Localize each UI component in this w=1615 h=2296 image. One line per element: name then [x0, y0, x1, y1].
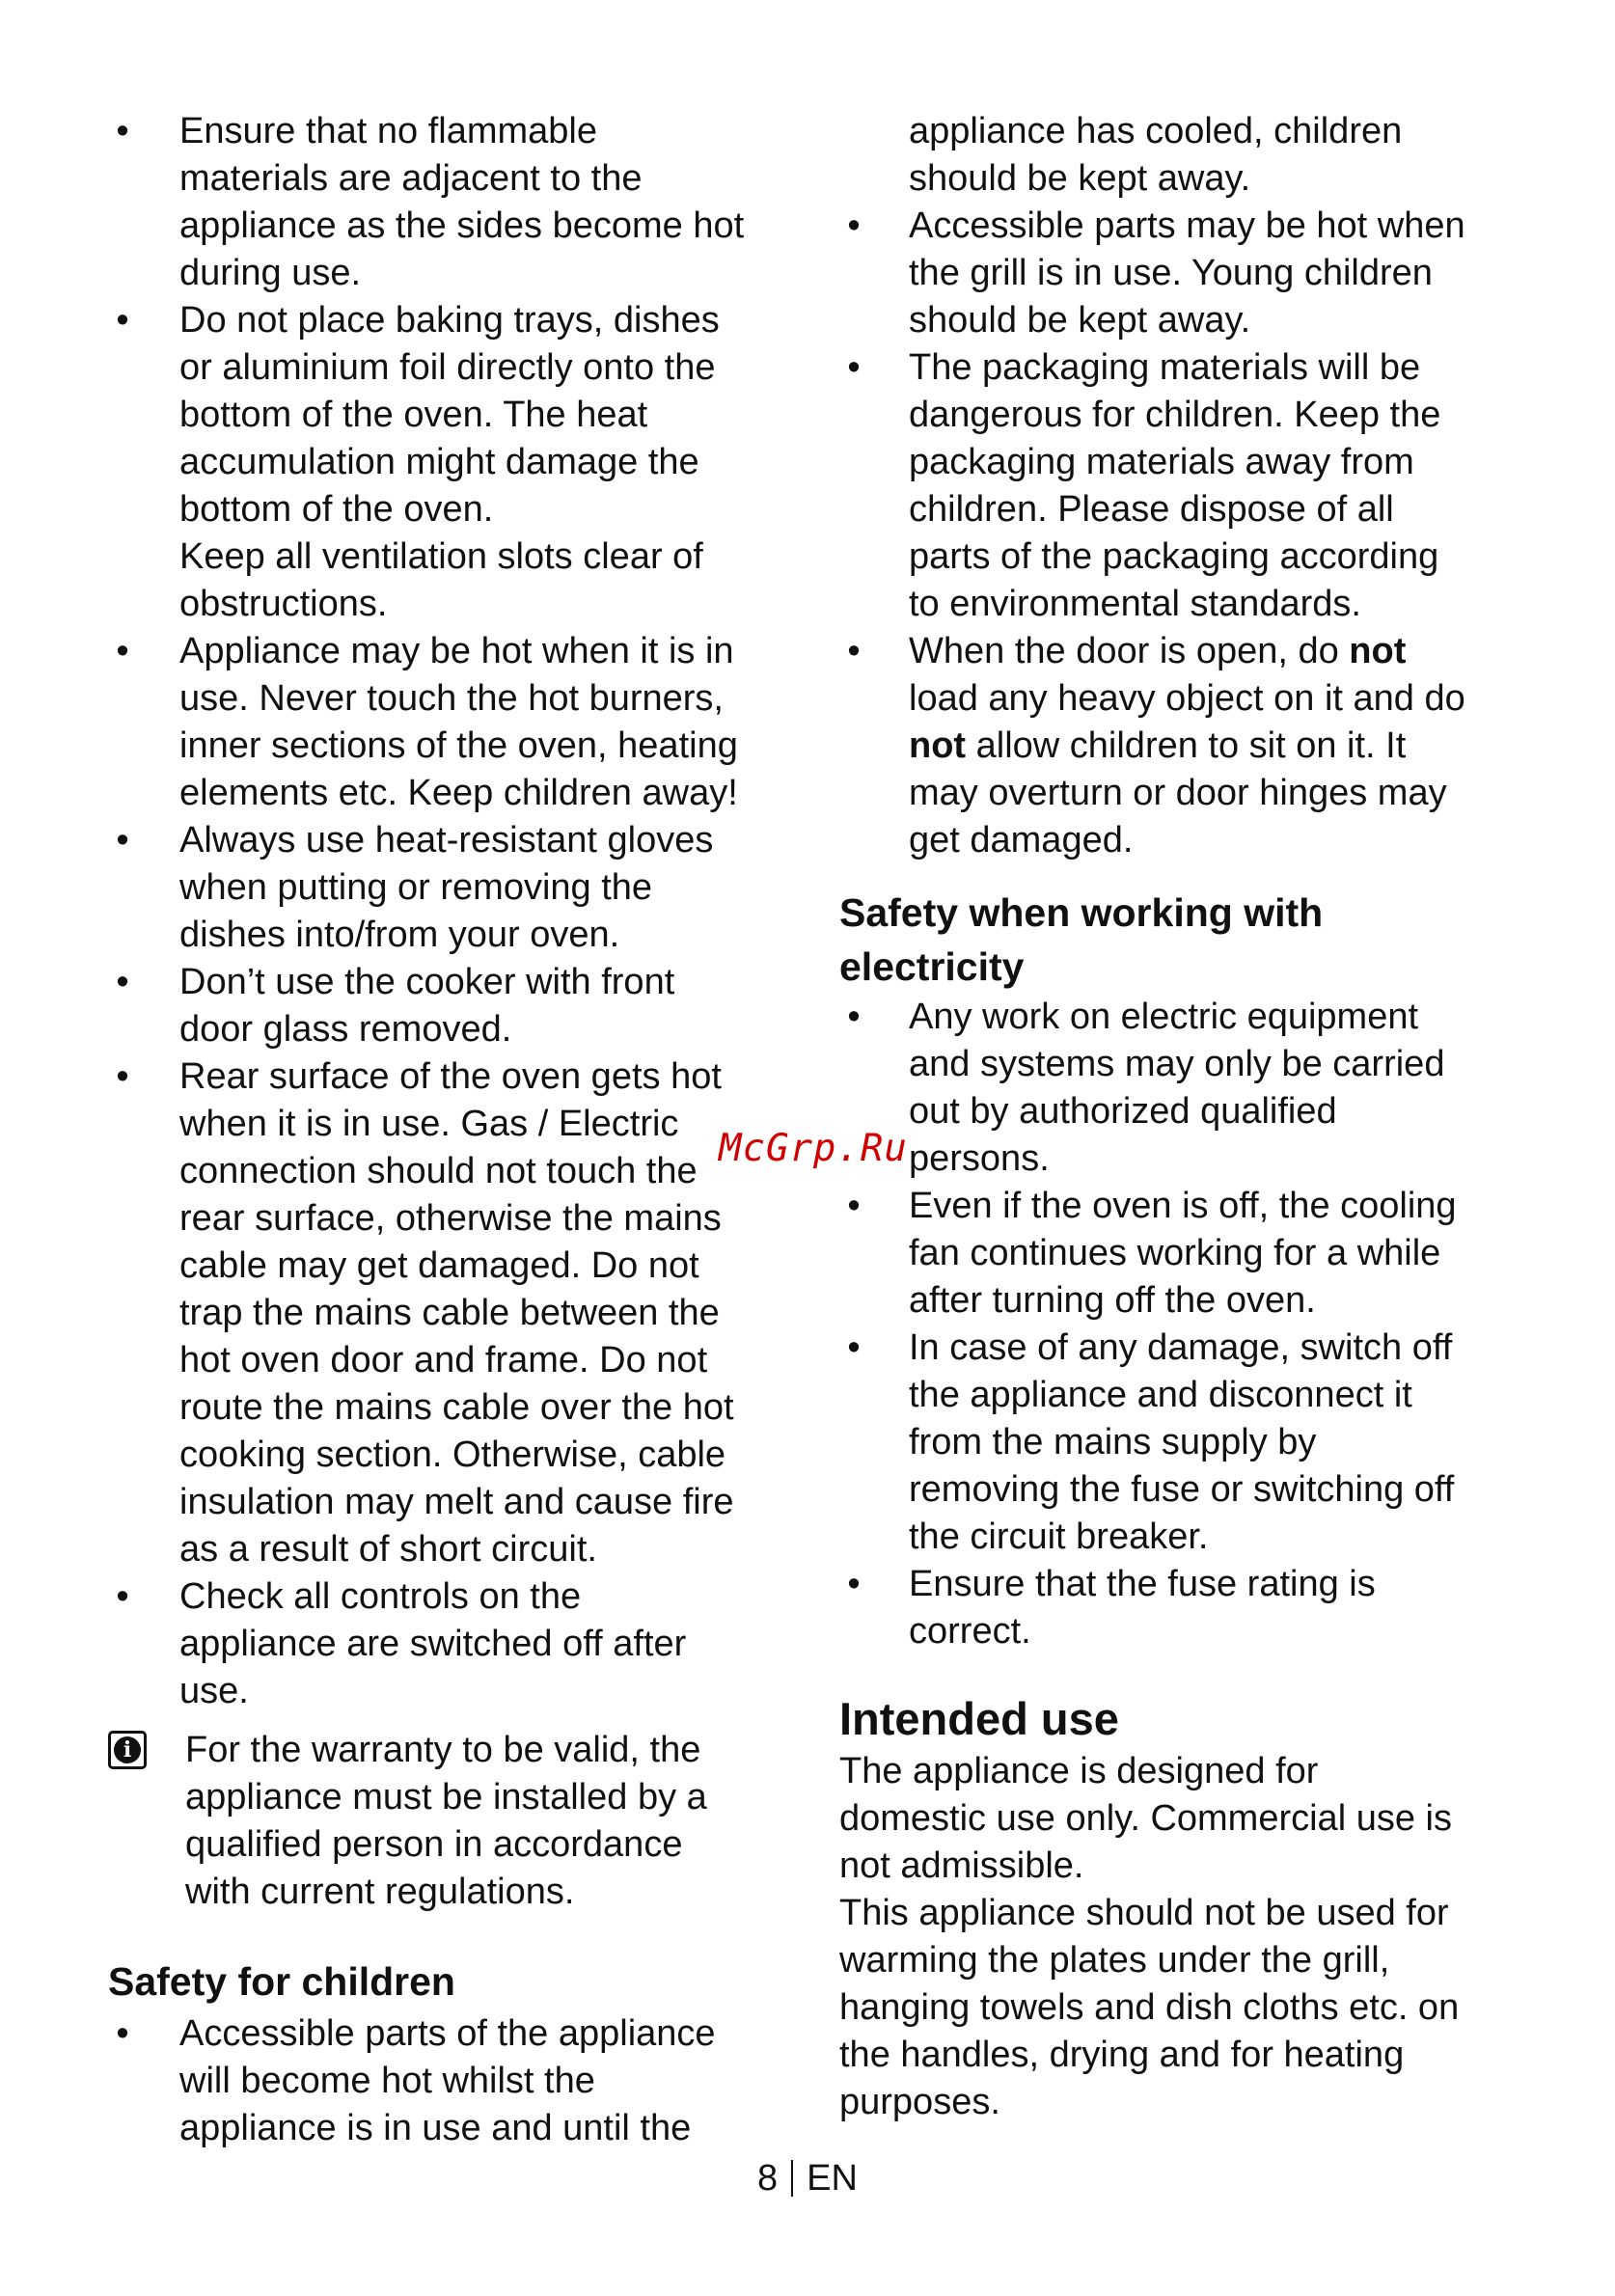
- bullet-icon: •: [847, 1564, 861, 1604]
- warranty-note: i For the warranty to be valid, the appliance must be installed by a qualified person in accordance with current regulations.: [108, 1727, 803, 1916]
- continued-text: appliance has cooled, children should be kept away.: [909, 111, 1403, 199]
- list-item: • In case of any damage, switch off the appliance and disconnect it from the mains supply by removing the fuse or switching off the circuit breaker.: [839, 1325, 1515, 1561]
- safety-bullet-list: [108, 108, 803, 1715]
- bullet-icon: •: [847, 631, 861, 671]
- page-footer: [0, 2155, 1615, 2202]
- list-item: • Even if the oven is off, the cooling fan continues working for a while after turning off the oven.: [839, 1183, 1515, 1325]
- list-item: • Ensure that no flammable materials are adjacent to the appliance as the sides become hot during use.: [108, 108, 803, 297]
- children-bullet-list: [108, 2010, 803, 2152]
- bullet-icon: •: [116, 820, 129, 861]
- bullet-icon: •: [847, 1327, 861, 1368]
- section-heading-electricity: Safety when working with electricity: [839, 890, 1324, 989]
- list-item: • Accessible parts of the appliance will become hot whilst the appliance is in use and until the: [108, 2010, 803, 2152]
- list-item: • Do not place baking trays, dishes or aluminium foil directly onto the bottom of the oven. The heat accumulation might damage the bottom of the oven. Keep all ventilation slots clear of obstructions.: [108, 297, 803, 628]
- footer-separator: [791, 2160, 793, 2197]
- list-item: • Ensure that the fuse rating is correct.: [839, 1561, 1515, 1655]
- bullet-icon: •: [847, 205, 861, 246]
- list-item: • The packaging materials will be dangerous for children. Keep the packaging materials away from children. Please dispose of all parts of the packaging according to environmental standards.: [839, 344, 1515, 628]
- bullet-icon: •: [847, 997, 861, 1037]
- electricity-bullet-list: [839, 994, 1515, 1655]
- list-item: • Rear surface of the oven gets hot when it is in use. Gas / Electric connection should not touch the rear surface, otherwise the mains cable may get damaged. Do not trap the mains cable between the hot oven door and frame. Do not route the mains cable over the hot cooking section. Otherwise, cable insulation may melt and cause fire as a result of short circuit.: [108, 1053, 803, 1573]
- section-heading-children: Safety for children: [108, 1959, 455, 2004]
- page-number: 8: [757, 2158, 779, 2199]
- bullet-icon: •: [116, 111, 129, 151]
- watermark: McGrp.Ru: [719, 1127, 908, 1170]
- list-item: • Check all controls on the appliance are switched off after use.: [108, 1573, 803, 1715]
- list-item: • Appliance may be hot when it is in use. Never touch the hot burners, inner sections of the oven, heating elements etc. Keep children away!: [108, 628, 803, 817]
- bullet-icon: •: [116, 1576, 129, 1617]
- bullet-icon: •: [116, 962, 129, 1002]
- bullet-icon: •: [847, 347, 861, 388]
- bullet-icon: •: [116, 631, 129, 671]
- list-item: • When the door is open, do not load any heavy object on it and do not allow children to sit on it. It may overturn or door hinges may get damaged.: [839, 628, 1515, 864]
- section-heading-intended-use: Intended use: [839, 1693, 1119, 1744]
- language-code: EN: [807, 2158, 858, 2199]
- children-safety-bullet-list: [839, 203, 1515, 864]
- list-item: • Always use heat-resistant gloves when putting or removing the dishes into/from your oven.: [108, 817, 803, 959]
- bullet-icon: •: [847, 1186, 861, 1226]
- list-item: • Accessible parts may be hot when the grill is in use. Young children should be kept away.: [839, 203, 1515, 344]
- bullet-icon: •: [116, 300, 129, 341]
- left-column: [108, 108, 803, 2152]
- intended-use-text: The appliance is designed for domestic use only. Commercial use is not admissible. This appliance should not be used for warming the plates under the grill, hanging towels and dish cloths etc. on the handles, drying and for heating purposes.: [839, 1751, 1460, 2122]
- bullet-icon: •: [116, 1056, 129, 1097]
- info-icon: i: [108, 1731, 147, 1769]
- list-item: • Any work on electric equipment and systems may only be carried out by authorized qualified persons.: [839, 994, 1515, 1183]
- right-column: [839, 108, 1515, 2126]
- list-item: • Don’t use the cooker with front door glass removed.: [108, 959, 803, 1053]
- bullet-icon: •: [116, 2013, 129, 2054]
